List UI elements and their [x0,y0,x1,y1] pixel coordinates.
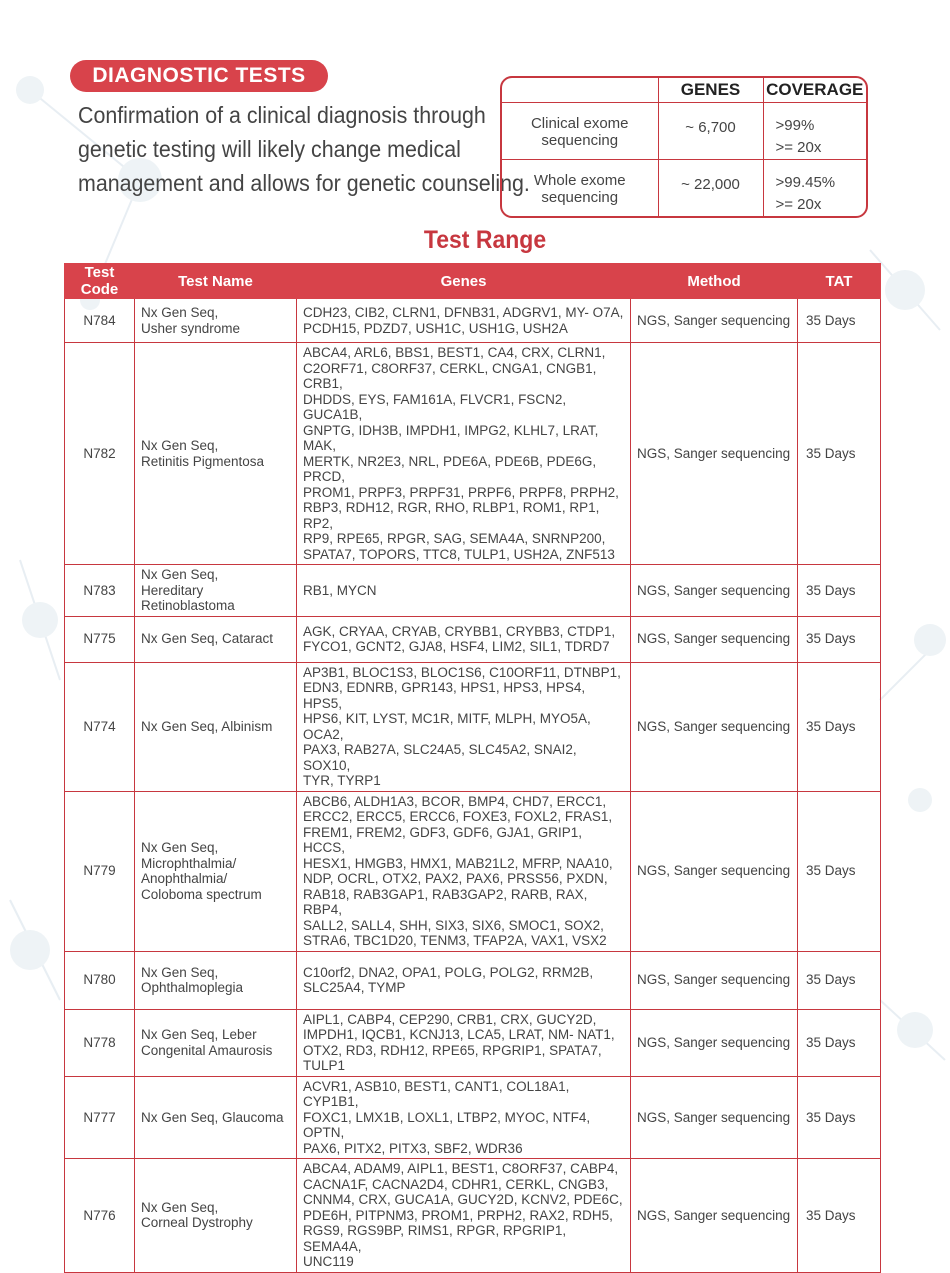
test-range-title: Test Range [423,226,547,254]
coverage-depth: >= 20x [775,196,822,213]
genes-cell: AGK, CRYAA, CRYAB, CRYBB1, CRYBB3, CTDP1, FYCO1, GCNT2, GJA8, HSF4, LIM2, SIL1, TDRD7 [297,616,631,662]
summary-row-label: Clinical exome sequencing [502,103,658,160]
tat-cell: 35 Days [798,662,881,791]
table-row [65,616,881,662]
test-name-cell: Nx Gen Seq, Microphthalmia/ Anophthalmia/ Coloboma spectrum [135,791,297,951]
summary-row [502,103,866,160]
tat-cell: 35 Days [798,299,881,343]
genes-cell: ABCA4, ADAM9, AIPL1, BEST1, C8ORF37, CABP4, CACNA1F, CACNA2D4, CDHR1, CERKL, CNGB3, CNNM4, CRX, GUCA1A, GUCY2D, KCNV2, PDE6C, PDE6H, PITPNM3, PROM1, PRPH2, RAX2, RDH5, RGS9, RGS9BP, RIMS1, RPGR, RPGRIP1, SEMA4A, UNC119 [297,1159,631,1273]
table-row [65,662,881,791]
summary-row-label: Whole exome sequencing [502,160,658,217]
method-cell: NGS, Sanger sequencing [631,1159,798,1273]
method-cell: NGS, Sanger sequencing [631,1009,798,1076]
method-cell: NGS, Sanger sequencing [631,343,798,565]
summary-header-genes: GENES [658,78,763,103]
table-row [65,791,881,951]
tat-cell: 35 Days [798,343,881,565]
test-name-cell: Nx Gen Seq, Glaucoma [135,1076,297,1159]
method-cell: NGS, Sanger sequencing [631,299,798,343]
genes-cell: ABCB6, ALDH1A3, BCOR, BMP4, CHD7, ERCC1, ERCC2, ERCC5, ERCC6, FOXE3, FOXL2, FRAS1, FREM1, FREM2, GDF3, GDF6, GJA1, GRIP1, HCCS, HESX1, HMGB3, HMX1, MAB21L2, MFRP, NAA10, NDP, OCRL, OTX2, PAX2, PAX6, PRSS56, PXDN, RAB18, RAB3GAP1, RAB3GAP2, RARB, RAX, RBP4, SALL2, SALL4, SHH, SIX3, SIX6, SMOC1, SOX2, STRA6, TBC1D20, TENM3, TFAP2A, VAX1, VSX2 [297,791,631,951]
column-header-tat: TAT [798,264,881,299]
test-name-cell: Nx Gen Seq, Albinism [135,662,297,791]
test-range-table [64,263,881,1273]
table-row [65,1076,881,1159]
test-code-cell: N782 [65,343,135,565]
intro-line: management and allows for genetic counseling. [78,170,530,196]
genes-cell: AP3B1, BLOC1S3, BLOC1S6, C10ORF11, DTNBP1, EDN3, EDNRB, GPR143, HPS1, HPS3, HPS4, HPS5, HPS6, KIT, LYST, MC1R, MITF, MLPH, MYO5A, OCA2, PAX3, RAB27A, SLC24A5, SLC45A2, SNAI2, SOX10, TYR, TYRP1 [297,662,631,791]
table-row [65,951,881,1009]
method-cell: NGS, Sanger sequencing [631,1076,798,1159]
method-cell: NGS, Sanger sequencing [631,951,798,1009]
test-name-cell: Nx Gen Seq, Hereditary Retinoblastoma [135,565,297,617]
summary-row-genes: ~ 22,000 [658,160,763,217]
test-code-cell: N775 [65,616,135,662]
method-cell: NGS, Sanger sequencing [631,662,798,791]
coverage-depth: >= 20x [775,139,822,156]
test-code-cell: N784 [65,299,135,343]
table-row [65,299,881,343]
method-cell: NGS, Sanger sequencing [631,791,798,951]
test-code-cell: N783 [65,565,135,617]
exome-summary-table [500,76,868,218]
test-name-cell: Nx Gen Seq, Ophthalmoplegia [135,951,297,1009]
summary-row [502,160,866,217]
section-badge: DIAGNOSTIC TESTS [70,60,328,92]
summary-header-row [502,78,866,103]
test-name-cell: Nx Gen Seq, Retinitis Pigmentosa [135,343,297,565]
test-code-cell: N779 [65,791,135,951]
test-code-cell: N774 [65,662,135,791]
tat-cell: 35 Days [798,791,881,951]
genes-cell: C10orf2, DNA2, OPA1, POLG, POLG2, RRM2B, SLC25A4, TYMP [297,951,631,1009]
tat-cell: 35 Days [798,1076,881,1159]
test-code-cell: N778 [65,1009,135,1076]
summary-row-genes: ~ 6,700 [658,103,763,160]
genes-cell: ACVR1, ASB10, BEST1, CANT1, COL18A1, CYP1B1, FOXC1, LMX1B, LOXL1, LTBP2, MYOC, NTF4, OPTN, PAX6, PITX2, PITX3, SBF2, WDR36 [297,1076,631,1159]
column-header-test-code: Test Code [65,264,135,299]
summary-row-coverage [763,160,866,217]
coverage-percent: >99.45% [775,174,836,191]
method-cell: NGS, Sanger sequencing [631,616,798,662]
intro-line: genetic testing will likely change medical [78,136,461,162]
intro-paragraph [78,98,530,200]
genes-cell: RB1, MYCN [297,565,631,617]
test-code-cell: N776 [65,1159,135,1273]
tat-cell: 35 Days [798,1159,881,1273]
table-row [65,565,881,617]
method-cell: NGS, Sanger sequencing [631,565,798,617]
test-name-cell: Nx Gen Seq, Leber Congenital Amaurosis [135,1009,297,1076]
test-range-header-row [65,264,881,299]
column-header-method: Method [631,264,798,299]
test-name-cell: Nx Gen Seq, Usher syndrome [135,299,297,343]
summary-header-cell [502,78,658,103]
summary-header-coverage: COVERAGE [763,78,866,103]
column-header-genes: Genes [297,264,631,299]
tat-cell: 35 Days [798,616,881,662]
test-code-cell: N780 [65,951,135,1009]
tat-cell: 35 Days [798,1009,881,1076]
genes-cell: AIPL1, CABP4, CEP290, CRB1, CRX, GUCY2D, IMPDH1, IQCB1, KCNJ13, LCA5, LRAT, NM- NAT1, OTX2, RD3, RDH12, RPE65, RPGRIP1, SPATA7, TULP1 [297,1009,631,1076]
tat-cell: 35 Days [798,951,881,1009]
coverage-percent: >99% [775,117,815,134]
test-code-cell: N777 [65,1076,135,1159]
test-name-cell: Nx Gen Seq, Corneal Dystrophy [135,1159,297,1273]
tat-cell: 35 Days [798,565,881,617]
test-name-cell: Nx Gen Seq, Cataract [135,616,297,662]
summary-row-coverage [763,103,866,160]
genes-cell: CDH23, CIB2, CLRN1, DFNB31, ADGRV1, MY- O7A, PCDH15, PDZD7, USH1C, USH1G, USH2A [297,299,631,343]
column-header-test-name: Test Name [135,264,297,299]
table-row [65,1009,881,1076]
table-row [65,1159,881,1273]
intro-line: Confirmation of a clinical diagnosis through [78,102,486,128]
table-row [65,343,881,565]
genes-cell: ABCA4, ARL6, BBS1, BEST1, CA4, CRX, CLRN1, C2ORF71, C8ORF37, CERKL, CNGA1, CNGB1, CRB1, DHDDS, EYS, FAM161A, FLVCR1, FSCN2, GUCA1B, GNPTG, IDH3B, IMPDH1, IMPG2, KLHL7, LRAT, MAK, MERTK, NR2E3, NRL, PDE6A, PDE6B, PDE6G, PRCD, PROM1, PRPF3, PRPF31, PRPF6, PRPF8, PRPH2, RBP3, RDH12, RGR, RHO, RLBP1, ROM1, RP1, RP2, RP9, RPE65, RPGR, SAG, SEMA4A, SNRNP200, SPATA7, TOPORS, TTC8, TULP1, USH2A, ZNF513 [297,343,631,565]
